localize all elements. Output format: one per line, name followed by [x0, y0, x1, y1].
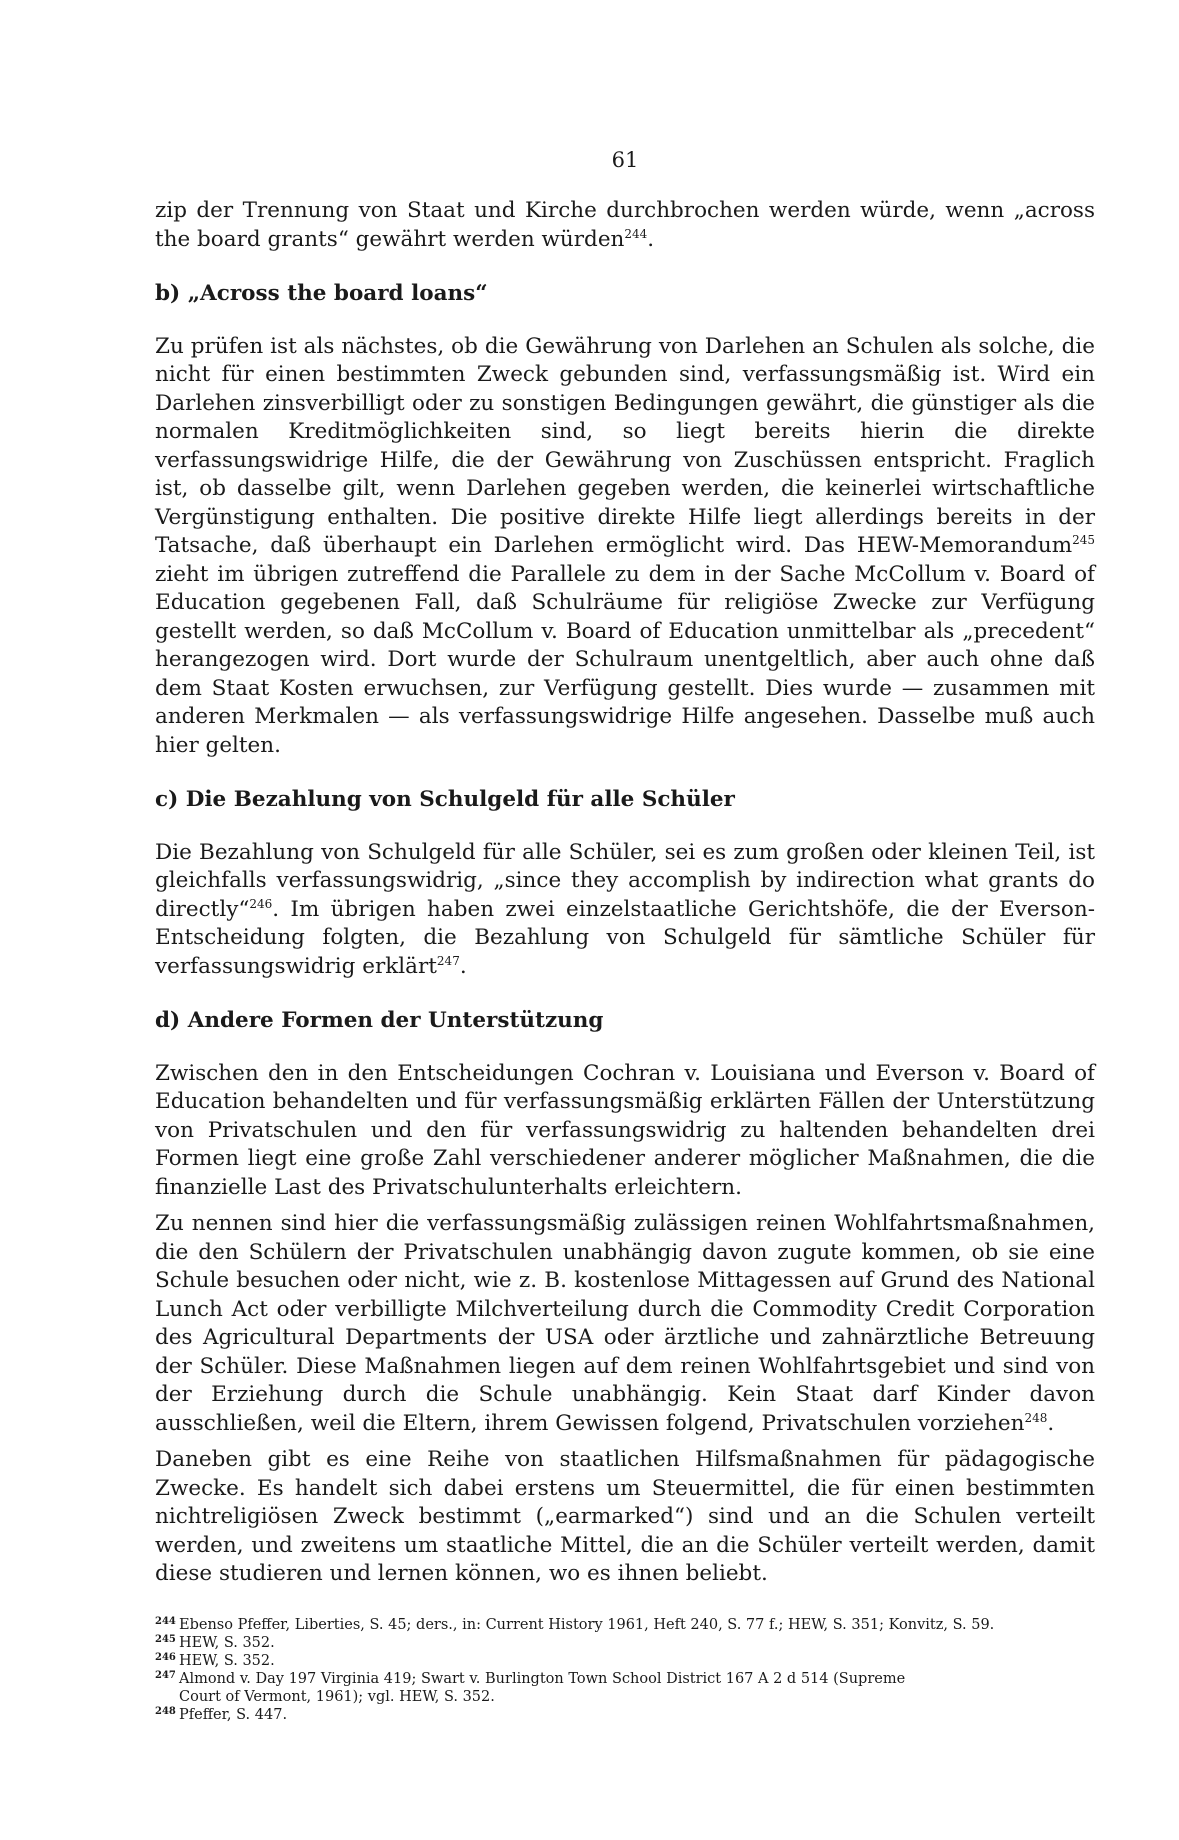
- footnote-ref-245[interactable]: 245: [1072, 532, 1095, 547]
- section-c-text-a: Die Bezahlung von Schulgeld für alle Schüler, sei es zum großen oder kleinen Teil, ist gleichfalls verfassungswidrig, „since they accomplish by indirection what grants do directly“: [155, 839, 1095, 922]
- footnote-ref-247[interactable]: 247: [436, 953, 460, 968]
- intro-paragraph: [155, 197, 1095, 254]
- footnote-245: [155, 1634, 1095, 1652]
- section-c-text-c: .: [459, 953, 467, 979]
- section-b-text-a: Zu prüfen ist als nächstes, ob die Gewährung von Darlehen an Schulen als solche, die nicht für einen bestimmten Zweck gebunden sind, verfassungsmäßig ist. Wird ein Darlehen zinsverbilligt oder zu sonstigen Bedingungen gewährt, die günstiger als die normalen Kreditmöglichkeiten sind, so liegt bereits hierin die direkte verfassungswidrige Hilfe, die der Gewährung von Zuschüssen entspricht. Fraglich ist, ob dasselbe gilt, wenn Darlehen gegeben werden, die keinerlei wirtschaftliche Vergünstigung enthalten. Die positive direkte Hilfe liegt allerdings bereits in der Tatsache, daß überhaupt ein Darlehen ermöglicht wird. Das HEW-Memorandum: [155, 333, 1095, 558]
- footnote-continuation: Court of Vermont, 1961); vgl. HEW, S. 352.: [179, 1689, 495, 1705]
- intro-end: .: [647, 226, 655, 252]
- section-c-heading: c) Die Bezahlung von Schulgeld für alle Schüler: [155, 787, 735, 812]
- footnote-246: [155, 1652, 1095, 1670]
- footnote-247: [155, 1670, 1095, 1706]
- footnote-text: Pfeffer, S. 447.: [179, 1707, 288, 1723]
- footnote-ref-246[interactable]: 246: [249, 896, 273, 911]
- section-d-paragraph-1: Zwischen den in den Entscheidungen Cochran v. Louisiana und Everson v. Board of Education behandelten und für verfassungsmäßig erklärten Fällen der Unterstützung von Privatschulen und den für verfassungswidrig zu haltenden behandelten drei Formen liegt eine große Zahl verschiedener anderer möglicher Maßnahmen, die die finanzielle Last des Privatschulunterhalts erleichtern.: [155, 1060, 1095, 1200]
- footnote-text: HEW, S. 352.: [179, 1653, 275, 1669]
- footnote-mark: 247: [155, 1670, 176, 1681]
- footnote-244: [155, 1616, 1095, 1634]
- section-d-heading: d) Andere Formen der Unterstützung: [155, 1008, 604, 1033]
- footnote-ref-248[interactable]: 248: [1024, 1410, 1048, 1425]
- footnote-mark: 248: [155, 1706, 176, 1717]
- section-b-paragraph: [155, 333, 1095, 761]
- footnote-text: HEW, S. 352.: [179, 1635, 275, 1651]
- footnote-text: Ebenso Pfeffer, Liberties, S. 45; ders., in: Current History 1961, Heft 240, S. 77 f.; HEW, S. 351; Konvitz, S. 59.: [179, 1617, 995, 1633]
- body-text: [155, 197, 1095, 1589]
- footnote-text: Almond v. Day 197 Virginia 419; Swart v. Burlington Town School District 167 A 2 d 514 (Supreme: [179, 1671, 906, 1687]
- footnotes: [155, 1616, 1095, 1724]
- footnote-ref-244[interactable]: 244: [624, 226, 648, 241]
- section-d-paragraph-2: [155, 1210, 1095, 1438]
- section-d-paragraph-3: Daneben gibt es eine Reihe von staatlichen Hilfsmaßnahmen für pädagogische Zwecke. Es handelt sich dabei erstens um Steuermittel, die für einen bestimmten nichtreligiösen Zweck bestimmt („earmarked“) sind und an die Schulen verteilt werden, und zweitens um staatliche Mittel, die an die Schüler verteilt werden, damit diese studieren und lernen können, wo es ihnen beliebt.: [155, 1447, 1095, 1586]
- section-b-text-b: zieht im übrigen zutreffend die Parallele zu dem in der Sache McCollum v. Board of Education gegebenen Fall, daß Schulräume für religiöse Zwecke zur Verfügung gestellt werden, so daß McCollum v. Board of Education unmittelbar als „precedent“ herangezogen wird. Dort wurde der Schulraum unentgeltlich, aber auch ohne daß dem Staat Kosten erwuchsen, zur Verfügung gestellt. Dies wurde — zusammen mit anderen Merkmalen — als verfassungswidrige Hilfe angesehen. Dasselbe muß auch hier gelten.: [155, 561, 1095, 758]
- footnote-248: [155, 1706, 1095, 1724]
- section-d-text-b: .: [1047, 1410, 1055, 1436]
- page-number: 61: [611, 148, 639, 172]
- intro-text: zip der Trennung von Staat und Kirche durchbrochen werden würde, wenn „across the board grants“ gewährt werden würden: [155, 198, 1095, 252]
- section-c-text-b: . Im übrigen haben zwei einzelstaatliche Gerichtshöfe, die der Everson-Entscheidung folgten, die Bezahlung von Schulgeld für sämtliche Schüler für verfassungswidrig erklärt: [155, 896, 1095, 979]
- footnote-mark: 246: [155, 1652, 176, 1663]
- section-c-paragraph: [155, 839, 1095, 982]
- footnote-mark: 245: [155, 1634, 176, 1645]
- footnote-mark: 244: [155, 1616, 176, 1627]
- section-d-text-a: Zu nennen sind hier die verfassungsmäßig zulässigen reinen Wohlfahrtsmaßnahmen, die den Schülern der Privatschulen unabhängig davon zugute kommen, ob sie eine Schule besuchen oder nicht, wie z. B. kostenlose Mittagessen auf Grund des National Lunch Act oder verbilligte Milchverteilung durch die Commodity Credit Corporation des Agricultural Departments der USA oder ärztliche und zahnärztliche Betreuung der Schüler. Diese Maßnahmen liegen auf dem reinen Wohlfahrtsgebiet und sind von der Erziehung durch die Schule unabhängig. Kein Staat darf Kinder davon ausschließen, weil die Eltern, ihrem Gewissen folgend, Privatschulen vorziehen: [155, 1211, 1095, 1436]
- section-b-heading: b) „Across the board loans“: [155, 281, 488, 306]
